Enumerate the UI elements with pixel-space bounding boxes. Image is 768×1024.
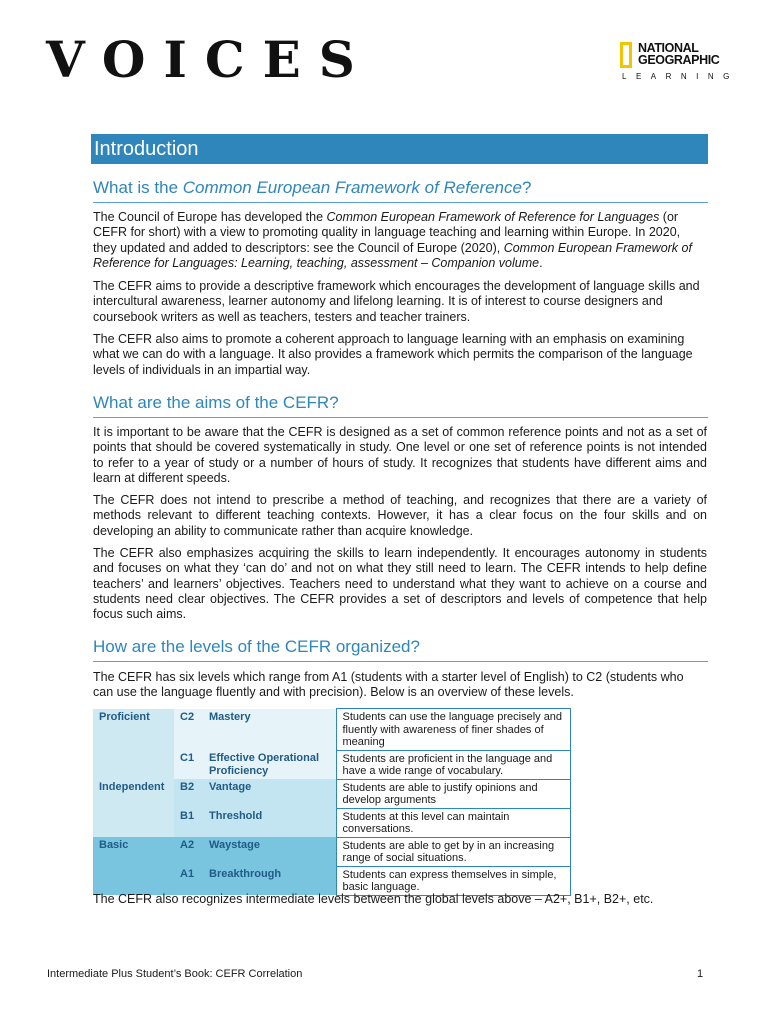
level-name-cell: Effective Operational Proficiency: [203, 750, 336, 779]
paragraph-council-of-europe: The Council of Europe has developed the Common European Framework of Reference for Languages (or CEFR for short) with a view to promoting quality in language teaching and learning within Europe. In 2020, they updated and added to descriptors: see the Council of Europe (2020), Common European Framework of Reference for Languages: Learning, teaching, assessment – Companion volume.: [93, 210, 692, 270]
level-name-cell: Threshold: [203, 808, 336, 837]
level-code-cell: A1: [174, 866, 203, 895]
level-description-cell: Students at this level can maintain conversations.: [336, 808, 570, 837]
page-number: 1: [697, 968, 704, 980]
paragraph-six-levels: The CEFR has six levels which range from A1 (students with a starter level of English) to C2 (students who can use the language fluently and with precision). Below is an overview of these levels.: [93, 670, 684, 700]
level-code-cell: B1: [174, 808, 203, 837]
paragraph-learn-independently: The CEFR also emphasizes acquiring the skills to learn independently. It encourages autonomy in students and focuses on what they ‘can do’ and not on what they still need to learn. The CEFR intends to help define teachers’ and learners’ objectives. Teachers need to understand what they want to achieve on a course and students need clear objectives. The CEFR provides a set of descriptors and levels of competence that help focus such aims.: [93, 546, 707, 622]
band-cell-proficient: Proficient: [93, 709, 174, 780]
level-name-cell: Waystage: [203, 837, 336, 866]
level-code-cell: B2: [174, 779, 203, 808]
paragraph-intermediate-levels: The CEFR also recognizes intermediate levels between the global levels above – A2+, B1+, B2+, etc.: [93, 892, 654, 906]
level-code-cell: C2: [174, 709, 203, 751]
voices-logo: VOICES: [46, 30, 373, 89]
level-description-cell: Students can express themselves in simple, basic language.: [336, 866, 570, 895]
introduction-banner: Introduction: [91, 134, 708, 164]
paragraph-cefr-aims-framework: The CEFR aims to provide a descriptive framework which encourages the development of language skills and intercultural awareness, learner autonomy and lifelong learning. It is of interest to course designers and coursebook writers as well as teachers, testers and teacher trainers.: [93, 279, 700, 324]
level-description-cell: Students are proficient in the language and have a wide range of vocabulary.: [336, 750, 570, 779]
paragraph-reference-points: It is important to be aware that the CEFR is designed as a set of common reference points and not as a set of points that should be covered systematically in study. One level or one set of reference points is not intended to refer to a year of study or a number of hours of study. It recognizes that students have different aims and learn at different speeds.: [93, 425, 707, 485]
section-heading-what-is-cefr: What is the Common European Framework of Reference?: [93, 178, 708, 203]
section-heading-aims: What are the aims of the CEFR?: [93, 393, 708, 418]
level-name-cell: Vantage: [203, 779, 336, 808]
level-description-cell: Students can use the language precisely and fluently with awareness of finer shades of meaning: [336, 709, 570, 751]
paragraph-cefr-coherent-approach: The CEFR also aims to promote a coherent approach to language learning with an emphasis on examining what we can do with a language. It also provides a framework which permits the comparison of the language levels of individuals in an impartial way.: [93, 332, 693, 377]
band-cell-basic: Basic: [93, 837, 174, 895]
level-code-cell: C1: [174, 750, 203, 779]
section-heading-levels: How are the levels of the CEFR organized?: [93, 637, 708, 662]
table-row: [93, 837, 570, 866]
logo-line-learning: LEARNING: [622, 72, 739, 81]
level-code-cell: A2: [174, 837, 203, 866]
level-description-cell: Students are able to get by in an increasing range of social situations.: [336, 837, 570, 866]
logo-line-national: NATIONAL: [638, 41, 699, 55]
yellow-border-icon: [620, 42, 632, 68]
band-cell-independent: Independent: [93, 779, 174, 837]
table-row: [93, 709, 570, 751]
footer-title: Intermediate Plus Student’s Book: CEFR Correlation: [47, 968, 303, 980]
cefr-levels-table: [93, 708, 571, 896]
level-name-cell: Mastery: [203, 709, 336, 751]
level-name-cell: Breakthrough: [203, 866, 336, 895]
level-description-cell: Students are able to justify opinions and develop arguments: [336, 779, 570, 808]
logo-line-geographic: GEOGRAPHIC: [638, 53, 720, 67]
paragraph-method-of-teaching: The CEFR does not intend to prescribe a method of teaching, and recognizes that there are a variety of methods relevant to different teaching contexts. However, it has a clear focus on the four skills and on developing an ability to communicate rather than acquire knowledge.: [93, 493, 707, 538]
table-row: [93, 779, 570, 808]
national-geographic-learning-logo: [620, 41, 739, 86]
